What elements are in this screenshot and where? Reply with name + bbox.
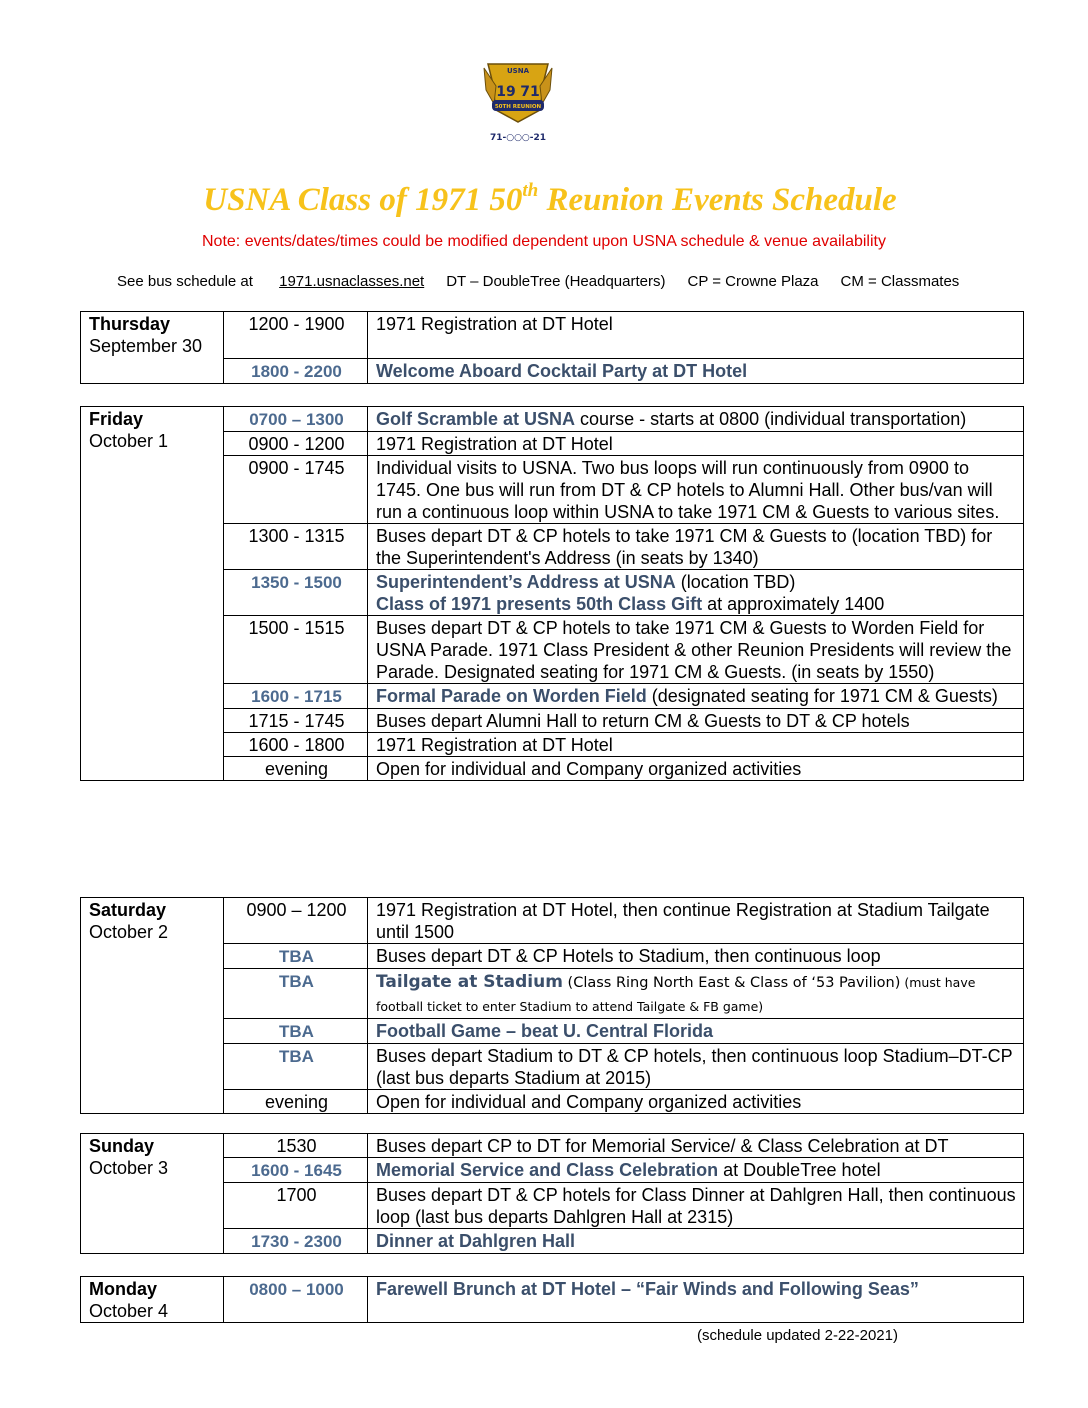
day-cell: Monday October 4 bbox=[81, 1277, 224, 1323]
legend-cp: CP = Crowne Plaza bbox=[687, 273, 819, 290]
sunday-table bbox=[80, 1133, 1024, 1254]
day-cell: Friday October 1 bbox=[81, 407, 224, 781]
svg-text:19: 19 bbox=[496, 84, 516, 100]
event-description: Buses depart DT & CP Hotels to Stadium, then continuous loop bbox=[368, 944, 1024, 969]
event-time: 1200 - 1900 bbox=[224, 312, 368, 359]
bus-schedule-text: See bus schedule at 1971.usnaclasses.net bbox=[117, 273, 425, 290]
svg-text:USNA: USNA bbox=[506, 67, 530, 75]
event-description: Buses depart DT & CP hotels to take 1971 CM & Guests to (location TBD) for the Superintendent's Address (in seats by 1340) bbox=[368, 524, 1024, 570]
event-time: evening bbox=[224, 757, 368, 781]
event-description: Golf Scramble at USNA course - starts at 0800 (individual transportation) bbox=[368, 407, 1024, 432]
svg-text:71: 71 bbox=[520, 84, 540, 100]
event-time: 1715 - 1745 bbox=[224, 709, 368, 733]
friday-table bbox=[80, 406, 1024, 781]
event-time: 1600 - 1645 bbox=[251, 1161, 342, 1180]
event-description: Buses depart DT & CP hotels for Class Dinner at Dahlgren Hall, then continuous loop (last bus departs Dahlgren Hall at 2315) bbox=[368, 1183, 1024, 1229]
event-time: 1700 bbox=[224, 1183, 368, 1229]
event-time: 1600 - 1715 bbox=[251, 687, 342, 706]
schedule-note: Note: events/dates/times could be modified dependent upon USNA schedule & venue availability bbox=[202, 233, 886, 250]
event-time: 1730 - 2300 bbox=[251, 1232, 342, 1251]
event-time: 0900 - 1745 bbox=[224, 456, 368, 524]
event-description: 1971 Registration at DT Hotel bbox=[368, 432, 1024, 456]
event-time: 0800 – 1000 bbox=[249, 1280, 344, 1299]
event-time: 0900 - 1200 bbox=[224, 432, 368, 456]
svg-text:71-○○○-21: 71-○○○-21 bbox=[489, 133, 547, 143]
event-time: 1600 - 1800 bbox=[224, 733, 368, 757]
event-time: TBA bbox=[279, 1022, 314, 1041]
event-description: Superintendent’s Address at USNA (location TBD) Class of 1971 presents 50th Class Gift at approximately 1400 bbox=[368, 570, 1024, 616]
legend-dt: DT – DoubleTree (Headquarters) bbox=[446, 273, 666, 290]
day-cell: Thursday September 30 bbox=[81, 312, 224, 384]
event-description: Individual visits to USNA. Two bus loops will run continuously from 0900 to 1745. One bus will run from DT & CP hotels to Alumni Hall. Other bus/van will run a continuous loop within USNA to take 1971 CM & Guests to various sites. bbox=[368, 456, 1024, 524]
event-description: Tailgate at Stadium (Class Ring North East & Class of ‘53 Pavilion) (must have football ticket to enter Stadium to attend Tailgate & FB game) bbox=[368, 969, 1024, 1019]
event-description: 1971 Registration at DT Hotel, then continue Registration at Stadium Tailgate until 1500 bbox=[368, 898, 1024, 944]
event-description: Memorial Service and Class Celebration at DoubleTree hotel bbox=[368, 1158, 1024, 1183]
event-time: 1500 - 1515 bbox=[224, 616, 368, 684]
bus-schedule-link[interactable]: 1971.usnaclasses.net bbox=[279, 273, 425, 290]
event-highlight: Welcome Aboard Cocktail Party at DT Hotel bbox=[376, 361, 748, 381]
event-description: Buses depart Alumni Hall to return CM & Guests to DT & CP hotels bbox=[368, 709, 1024, 733]
day-cell: Saturday October 2 bbox=[81, 898, 224, 1114]
event-description: Buses depart CP to DT for Memorial Service/ & Class Celebration at DT bbox=[368, 1134, 1024, 1158]
event-description: Open for individual and Company organized activities bbox=[368, 757, 1024, 781]
event-time: 1350 - 1500 bbox=[251, 573, 342, 592]
event-time: TBA bbox=[279, 972, 314, 991]
event-time: 1300 - 1315 bbox=[224, 524, 368, 570]
event-description: Open for individual and Company organized activities bbox=[368, 1090, 1024, 1114]
schedule-updated-note: (schedule updated 2-22-2021) bbox=[697, 1327, 898, 1344]
event-highlight: Farewell Brunch at DT Hotel – “Fair Winds and Following Seas” bbox=[376, 1279, 919, 1299]
event-highlight: Football Game – beat U. Central Florida bbox=[376, 1021, 714, 1041]
legend bbox=[117, 273, 981, 290]
event-time: 0900 – 1200 bbox=[224, 898, 368, 944]
page-title: USNA Class of 1971 50th Reunion Events Schedule bbox=[203, 180, 897, 218]
event-time: 0700 – 1300 bbox=[249, 410, 344, 429]
event-highlight: Dinner at Dahlgren Hall bbox=[376, 1231, 576, 1251]
event-description: 1971 Registration at DT Hotel bbox=[368, 312, 1024, 359]
event-description: Buses depart DT & CP hotels to take 1971 CM & Guests to Worden Field for USNA Parade. 1971 Class President & other Reunion Presidents will review the Parade. Designated seating for 1971 CM & Guests. (in seats by 1550) bbox=[368, 616, 1024, 684]
legend-cm: CM = Classmates bbox=[840, 273, 960, 290]
svg-text:50TH REUNION: 50TH REUNION bbox=[494, 104, 542, 110]
event-time: 1530 bbox=[224, 1134, 368, 1158]
monday-table bbox=[80, 1276, 1024, 1323]
event-time: TBA bbox=[279, 1047, 314, 1066]
usna-1971-reunion-logo bbox=[482, 60, 554, 146]
day-cell: Sunday October 3 bbox=[81, 1134, 224, 1254]
event-time: evening bbox=[224, 1090, 368, 1114]
event-description: 1971 Registration at DT Hotel bbox=[368, 733, 1024, 757]
event-description: Formal Parade on Worden Field (designated seating for 1971 CM & Guests) bbox=[368, 684, 1024, 709]
thursday-table bbox=[80, 311, 1024, 384]
event-time: TBA bbox=[279, 947, 314, 966]
event-description: Buses depart Stadium to DT & CP hotels, then continuous loop Stadium–DT-CP (last bus departs Stadium at 2015) bbox=[368, 1044, 1024, 1090]
saturday-table bbox=[80, 897, 1024, 1114]
event-time: 1800 - 2200 bbox=[251, 362, 342, 381]
